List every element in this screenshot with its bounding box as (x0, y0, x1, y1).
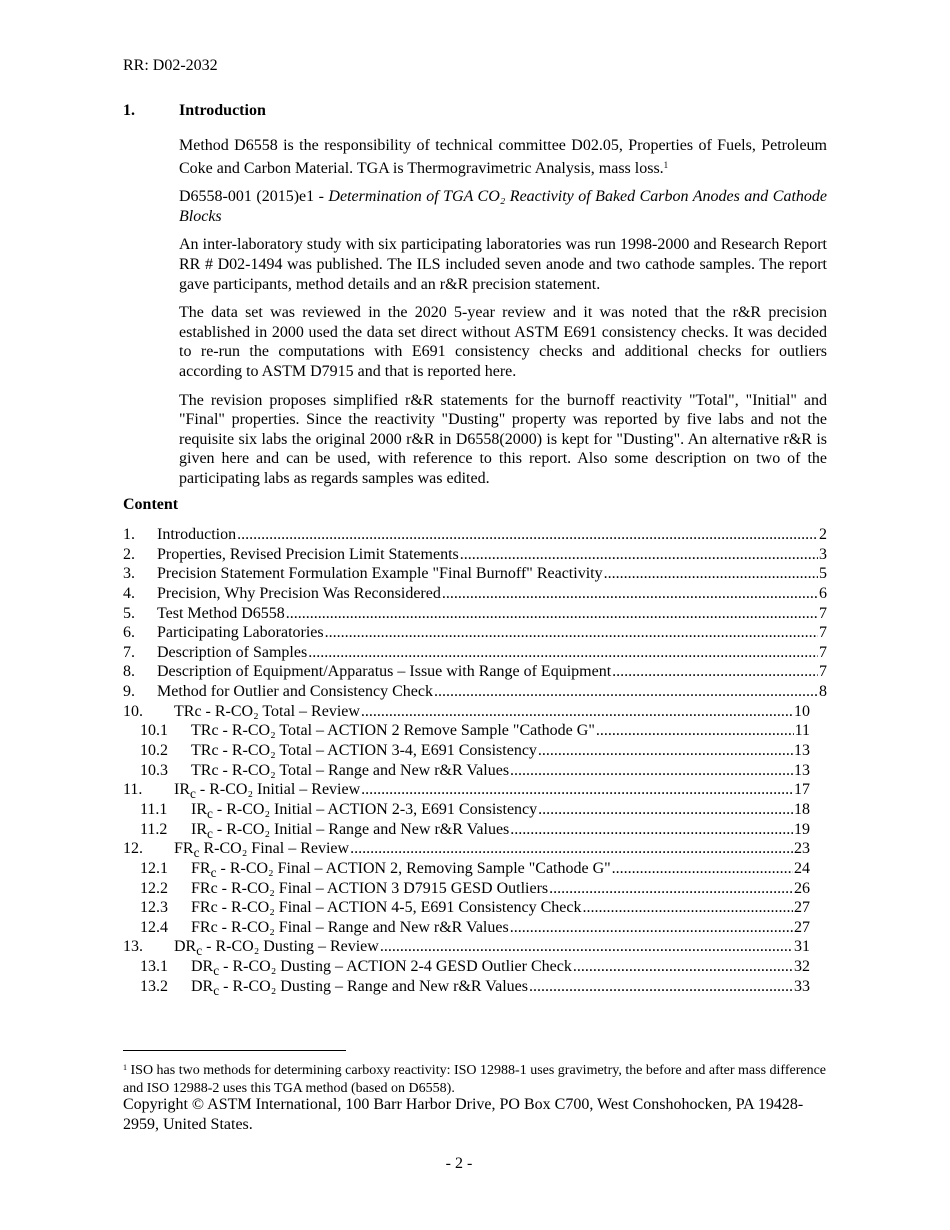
toc-page: 18 (794, 800, 810, 818)
footnote-ref: 1 (663, 159, 669, 170)
toc-entry[interactable] (123, 721, 827, 741)
toc-title: TRc - R-CO₂ Total – Range and New r&R Values (191, 761, 510, 779)
toc-entry[interactable] (123, 957, 827, 977)
toc-entry[interactable] (123, 780, 827, 800)
toc-page: 13 (794, 761, 810, 779)
paragraph (179, 136, 827, 178)
toc-title: Method for Outlier and Consistency Check (157, 683, 433, 701)
toc-title: $FR_c - R-CO_2$ Final – ACTION 2, Removing Sample "Cathode G" (191, 859, 611, 881)
toc-title: Precision, Why Precision Was Reconsidered (157, 584, 441, 602)
section-heading (123, 102, 266, 120)
toc-number: 9. (123, 683, 135, 701)
toc-leader (510, 918, 793, 938)
toc-title: $FR_c$ R-CO₂ Final – Review (174, 840, 350, 861)
toc-title: TRc - R-CO₂ Total – Review (174, 702, 360, 720)
toc-leader (361, 780, 793, 800)
toc-number: 3. (123, 565, 135, 583)
toc-page: 17 (794, 781, 810, 799)
running-header: RR: D02-2032 (123, 57, 218, 74)
toc-page: 7 (819, 624, 827, 642)
toc-entry[interactable] (123, 859, 827, 879)
toc-title: Description of Equipment/Apparatus – Issue with Range of Equipment (157, 663, 612, 681)
toc-leader (361, 702, 793, 722)
toc-page: 27 (794, 899, 810, 917)
toc-entry[interactable] (123, 525, 827, 545)
toc-title: Participating Laboratories (157, 624, 324, 642)
toc-number: 13.1 (140, 958, 168, 976)
toc-number: 12.1 (140, 859, 168, 877)
toc-number: 6. (123, 624, 135, 642)
toc-leader (538, 741, 793, 761)
toc-number: 4. (123, 584, 135, 602)
toc-title: $DR_c - R-CO_2$ Dusting – Review (174, 938, 379, 959)
toc-title: TRc - R-CO₂ Total – ACTION 2 Remove Sample "Cathode G" (191, 722, 595, 740)
toc-number: 10. (123, 702, 143, 720)
toc-number: 13.2 (140, 977, 168, 995)
footnote-marker: 1 (123, 1063, 127, 1072)
toc-entry[interactable] (123, 820, 827, 840)
toc-page: 26 (794, 879, 810, 897)
toc-number: 10.3 (140, 761, 168, 779)
page-number: - 2 - (445, 1155, 473, 1172)
toc-entry[interactable] (123, 623, 827, 643)
toc-title: FRc - R-CO₂ Final – Range and New r&R Values (191, 918, 509, 936)
toc-entry[interactable] (123, 584, 827, 604)
toc-number: 10.1 (140, 722, 168, 740)
toc-page: 10 (794, 702, 810, 720)
toc-leader (573, 957, 793, 977)
toc-entry[interactable] (123, 898, 827, 918)
toc-leader (529, 977, 793, 997)
toc-page: 27 (794, 918, 810, 936)
toc-number: 12.2 (140, 879, 168, 897)
toc-leader (510, 761, 793, 781)
toc-page: 3 (819, 545, 827, 563)
toc-entry[interactable] (123, 761, 827, 781)
toc-leader (237, 525, 818, 545)
section-title: Introduction (179, 102, 266, 119)
toc-entry[interactable] (123, 977, 827, 997)
toc-entry[interactable] (123, 937, 827, 957)
toc-number: 11. (123, 781, 143, 799)
toc-number: 2. (123, 545, 135, 563)
toc-number: 1. (123, 526, 135, 543)
toc-page: 23 (794, 840, 810, 858)
footnote (123, 1059, 827, 1098)
toc-entry[interactable] (123, 662, 827, 682)
toc-entry[interactable] (123, 564, 827, 584)
toc-page: 24 (794, 859, 810, 877)
standard-title: Determination of TGA CO₂ Reactivity of Baked Carbon Anodes and Cathode Blocks (179, 188, 827, 225)
toc-leader (549, 879, 793, 899)
toc-page: 19 (794, 820, 810, 838)
toc-number: 12.4 (140, 918, 168, 936)
toc-title: $IR_c - R-CO_2$ Initial – ACTION 2-3, E691 Consistency (191, 800, 538, 822)
toc-entry[interactable] (123, 545, 827, 565)
content-heading: Content (123, 496, 179, 513)
toc-title: Precision Statement Formulation Example "Final Burnoff" Reactivity (157, 565, 603, 583)
toc-page: 2 (819, 526, 827, 543)
toc-title: $IR_c - R-CO_2$ Initial – Review (174, 781, 361, 802)
toc-page: 13 (794, 742, 810, 760)
toc-number: 12.3 (140, 899, 168, 917)
toc-page: 8 (819, 683, 827, 701)
paragraph (179, 187, 827, 226)
toc-number: 8. (123, 663, 135, 681)
toc-entry[interactable] (123, 604, 827, 624)
toc-title: FRc - R-CO₂ Final – ACTION 3 D7915 GESD Outliers (191, 879, 549, 897)
section-number: 1. (123, 102, 135, 119)
toc-title: Test Method D6558 (157, 604, 285, 622)
toc-leader (442, 584, 818, 604)
copyright-notice: Copyright © ASTM International, 100 Barr Harbor Drive, PO Box C700, West Conshohocken, PA 19428-2959, United States. (123, 1096, 804, 1133)
toc-entry[interactable] (123, 741, 827, 761)
toc-leader (612, 662, 818, 682)
paragraph: The data set was reviewed in the 2020 5-year review and it was noted that the r&R precision established in 2000 used the data set direct without ASTM E691 consistency checks. It was decided to re-run the computations with E691 consistency checks and additional checks for outliers according to ASTM D7915 and that is reported here. (179, 304, 827, 380)
toc-leader (596, 721, 794, 741)
toc-number: 5. (123, 604, 135, 622)
toc-leader (350, 839, 793, 859)
toc-title: Introduction (157, 526, 237, 543)
toc-entry[interactable] (123, 682, 827, 702)
toc-title: Description of Samples (157, 643, 308, 661)
footnote-separator (123, 1050, 346, 1051)
toc-leader (460, 545, 818, 565)
toc-leader (434, 682, 818, 702)
paragraph: An inter-laboratory study with six participating laboratories was run 1998-2000 and Research Report RR # D02-1494 was published. The ILS included seven anode and two cathode samples. The report gave participants, method details and an r&R precision statement. (179, 236, 827, 293)
toc-number: 11.2 (140, 820, 168, 838)
toc-entry[interactable] (123, 839, 827, 859)
toc-entry[interactable] (123, 702, 827, 722)
toc-leader (286, 604, 818, 624)
toc-entry[interactable] (123, 800, 827, 820)
toc-title: Properties, Revised Precision Limit Statements (157, 545, 459, 563)
toc-number: 7. (123, 643, 135, 661)
toc-leader (308, 643, 818, 663)
toc-entry[interactable] (123, 879, 827, 899)
toc-entry[interactable] (123, 643, 827, 663)
introduction-body (179, 136, 827, 498)
table-of-contents (123, 525, 827, 996)
toc-leader (380, 937, 793, 957)
toc-number: 13. (123, 938, 143, 956)
paragraph: The revision proposes simplified r&R statements for the burnoff reactivity "Total", "Initial" and "Final" properties. Since the reactivity "Dusting" property was reported by five labs and not the requisite six labs the original 2000 r&R in D6558(2000) is kept for "Dusting". An alternative r&R is given here and can be used, with reference to this report. Also some description on two of the participating labs as regards samples was edited. (179, 391, 827, 487)
toc-page: 7 (819, 643, 827, 661)
toc-page: 5 (819, 565, 827, 583)
toc-leader (612, 859, 793, 879)
toc-number: 10.2 (140, 742, 168, 760)
toc-leader (582, 898, 793, 918)
toc-page: 33 (794, 977, 810, 995)
toc-page: 32 (794, 958, 810, 976)
toc-page: 7 (819, 604, 827, 622)
toc-entry[interactable] (123, 918, 827, 938)
toc-leader (604, 564, 818, 584)
toc-title: $DR_c - R-CO_2$ Dusting – ACTION 2-4 GESD Outlier Check (191, 958, 572, 979)
toc-page: 7 (819, 663, 827, 681)
toc-number: 12. (123, 840, 143, 858)
toc-page: 6 (819, 584, 827, 602)
toc-leader (325, 623, 818, 643)
standard-designation: D6558-001 (2015)e1 - (179, 188, 329, 206)
toc-leader (538, 800, 793, 820)
toc-title: $IR_c - R-CO_2$ Initial – Range and New r&R Values (191, 820, 510, 841)
toc-title: $DR_c - R-CO_2$ Dusting – Range and New r&R Values (191, 977, 528, 998)
toc-page: 31 (794, 938, 810, 956)
toc-page: 11 (794, 722, 810, 740)
footnote-text: ISO has two methods for determining carboxy reactivity: ISO 12988-1 uses gravimetry, the before and after mass difference and ISO 12988-2 uses this TGA method (based on D6558). (123, 1063, 827, 1096)
toc-title: TRc - R-CO₂ Total – ACTION 3-4, E691 Consistency (191, 742, 537, 760)
toc-title: FRc - R-CO₂ Final – ACTION 4-5, E691 Consistency Check (191, 899, 582, 917)
toc-leader (510, 820, 793, 840)
toc-number: 11.1 (140, 800, 168, 818)
paragraph-text: Method D6558 is the responsibility of technical committee D02.05, Properties of Fuels, Petroleum Coke and Carbon Material. TGA is Thermogravimetric Analysis, mass loss. (179, 137, 827, 177)
